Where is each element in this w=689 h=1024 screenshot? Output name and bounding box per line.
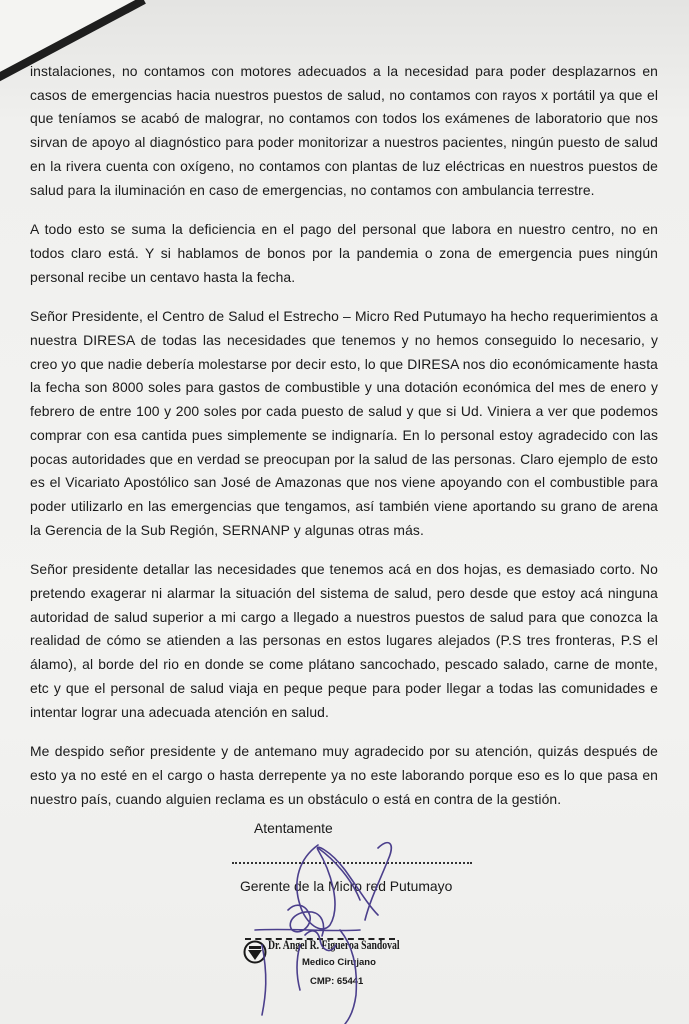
- stamp-cmp: CMP: 65441: [310, 976, 364, 987]
- stamp-name: Dr. Angel R. Figueroa Sandoval: [268, 938, 400, 952]
- closing-text: Atentamente: [254, 820, 333, 836]
- paragraph-equipment: instalaciones, no contamos con motores adecuados a la necesidad para poder desplazarnos en casos de emergencias hacia nuestros puestos de salud, no contamos con rayos x portátil ya que el que teníamos se acabó de malograr, no contamos con todos los exámenes de laboratorio que nos sirvan de apoyo al diagnóstico para poder monitorizar a nuestros pacientes, ningún puesto de salud en la rivera cuenta con oxígeno, no contamos con plantas de luz eléctricas en nuestros puestos de salud para la iluminación en caso de emergencias, no contamos con ambulancia terrestre.: [30, 63, 658, 198]
- paragraph-farewell: Me despido señor presidente y de antemano muy agradecido por su atención, quizás después de esto ya no esté en el cargo o hasta derrepente ya no este laborando porque eso es lo que pasa en nuestro país, cuando alguien reclama es un obstáculo o está en contra de la gestión.: [30, 743, 658, 807]
- stamp-role: Medico Cirujano: [302, 957, 376, 968]
- paragraph-requests: Señor Presidente, el Centro de Salud el Estrecho – Micro Red Putumayo ha hecho requerimientos a nuestra DIRESA de todas las necesidades que tenemos y no hemos conseguido lo necesario, y creo yo que nadie debería molestarse por decir esto, lo que DIRESA nos dio económicamente hasta la fecha son 8000 soles para gastos de combustible y una dotación económica del mes de enero y febrero de entre 100 y 200 soles por cada puesto de salud y que si Ud. Viniera a ver que podemos comprar con esa cantida pues simplemente se indignaría. En lo personal estoy agradecido con las pocas autoridades que en verdad se preocupan por la salud de las personas. Claro ejemplo de esto es el Vicariato Apostólico san José de Amazonas que nos viene apoyando con el combustible para poder utilizarlo en las emergencias que tengamos, así también viene aportando su grano de arena la Gerencia de la Sub Región, SERNANP y algunas otras más.: [30, 308, 658, 538]
- paragraph-payment: A todo esto se suma la deficiencia en el pago del personal que labora en nuestro centro, no en todos claro está. Y si hablamos de bonos por la pandemia o zona de emergencia pues ningún personal recibe un centavo hasta la fecha.: [30, 221, 658, 285]
- signer-title: Gerente de la Micro red Putumayo: [240, 878, 453, 894]
- paragraph-situation: Señor presidente detallar las necesidades que tenemos acá en dos hojas, es demasiado corto. No pretendo exagerar ni alarmar la situación del sistema de salud, pero desde que estoy acá ninguna autoridad de salud superior a mi cargo a llegado a nuestros puestos de salud para que conozca la realidad de cómo se atienden a las personas en estos lugares alejados (P.S tres fronteras, P.S el álamo), al borde del rio en donde se come plátano sancochado, pescado salado, carne de monte, etc y que el personal de salud viaja en peque peque para poder llegar a todas las comunidades e intentar lograr una adecuada atención en salud.: [30, 561, 658, 720]
